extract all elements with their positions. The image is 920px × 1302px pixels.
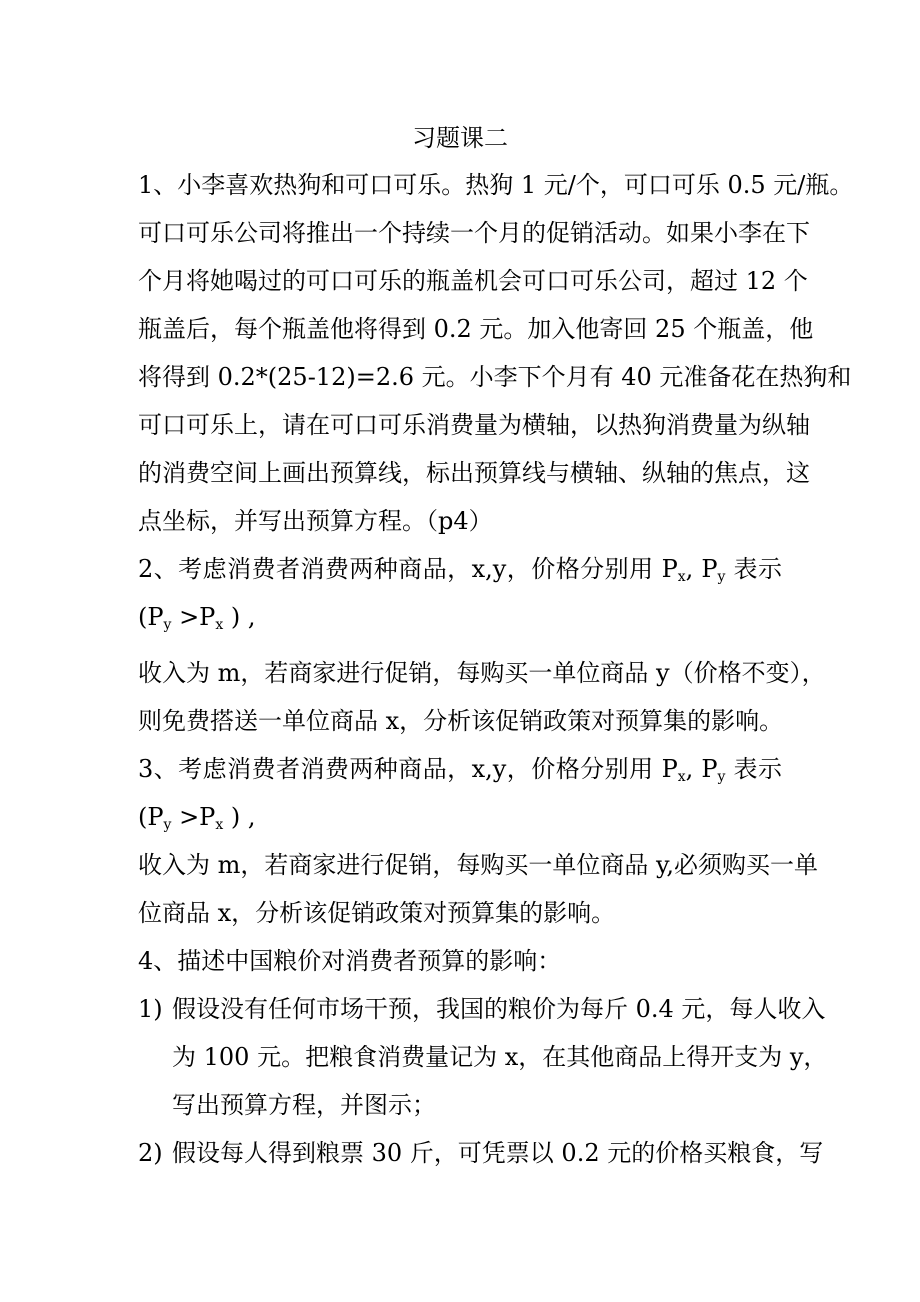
q2-line-1 xyxy=(138,549,782,589)
q3-text: 3、考虑消费者消费两种商品，x,y，价格分别用 P xyxy=(138,755,678,783)
q4-item-2-line-1: 假设每人得到粮票 30 斤，可凭票以 0.2 元的价格买粮食，写 xyxy=(172,1139,824,1167)
q4-item-1-line-1: 假设没有任何市场干预，我国的粮价为每斤 0.4 元，每人收入 xyxy=(172,995,826,1023)
q3-sub-y: y xyxy=(163,817,172,833)
q2-text: 2、考虑消费者消费两种商品，x,y，价格分别用 P xyxy=(138,555,678,583)
q1-line-1: 1、小李喜欢热狗和可口可乐。热狗 1 元/个，可口可乐 0.5 元/瓶。 xyxy=(138,171,854,199)
q3-line-2 xyxy=(138,797,255,837)
q1-line-2: 可口可乐公司将推出一个持续一个月的促销活动。如果小李在下 xyxy=(138,219,810,247)
q4-item-2-marker: 2) xyxy=(138,1139,163,1167)
q3-text: (P xyxy=(138,803,164,831)
q2-line-4: 则免费搭送一单位商品 x，分析该促销政策对预算集的影响。 xyxy=(138,707,784,735)
q2-line-2 xyxy=(138,597,255,637)
q4-line-1: 4、描述中国粮价对消费者预算的影响： xyxy=(138,947,562,975)
q3-text: ) , xyxy=(223,803,256,831)
q2-sub-y: y xyxy=(717,569,726,585)
q3-text: >P xyxy=(171,803,216,831)
q1-line-3: 个月将她喝过的可口可乐的瓶盖机会可口可乐公司，超过 12 个 xyxy=(138,267,808,295)
page-title: 习题课二 xyxy=(412,124,508,152)
q4-item-1-line-2: 为 100 元。把粮食消费量记为 x，在其他商品上得开支为 y， xyxy=(172,1043,828,1071)
q2-sub-x: x xyxy=(215,617,224,633)
q1-line-5: 将得到 0.2*(25-12)=2.6 元。小李下个月有 40 元准备花在热狗和 xyxy=(138,363,852,391)
q3-text: , P xyxy=(685,755,718,783)
q1-line-4: 瓶盖后，每个瓶盖他将得到 0.2 元。加入他寄回 25 个瓶盖，他 xyxy=(138,315,814,343)
q3-text: 表示 xyxy=(725,755,783,783)
q3-line-1 xyxy=(138,749,782,789)
q3-sub-x: x xyxy=(677,769,686,785)
q2-text: >P xyxy=(171,603,216,631)
q2-sub-y: y xyxy=(163,617,172,633)
q1-line-8: 点坐标，并写出预算方程。（p4） xyxy=(138,507,493,535)
q2-text: (P xyxy=(138,603,164,631)
q4-item-1-line-3: 写出预算方程，并图示； xyxy=(172,1091,436,1119)
q4-item-1-marker: 1) xyxy=(138,995,163,1023)
q3-line-4: 位商品 x，分析该促销政策对预算集的影响。 xyxy=(138,899,616,927)
q3-line-3: 收入为 m，若商家进行促销，每购买一单位商品 y,必须购买一单 xyxy=(138,851,819,879)
q1-line-6: 可口可乐上，请在可口可乐消费量为横轴，以热狗消费量为纵轴 xyxy=(138,411,810,439)
q2-line-3: 收入为 m，若商家进行促销，每购买一单位商品 y（价格不变）， xyxy=(138,659,826,687)
q3-sub-y: y xyxy=(717,769,726,785)
q3-sub-x: x xyxy=(215,817,224,833)
q2-text: 表示 xyxy=(725,555,783,583)
q2-text: , P xyxy=(685,555,718,583)
q2-text: ) , xyxy=(223,603,256,631)
q2-sub-x: x xyxy=(677,569,686,585)
q1-line-7: 的消费空间上画出预算线，标出预算线与横轴、纵轴的焦点，这 xyxy=(138,459,810,487)
